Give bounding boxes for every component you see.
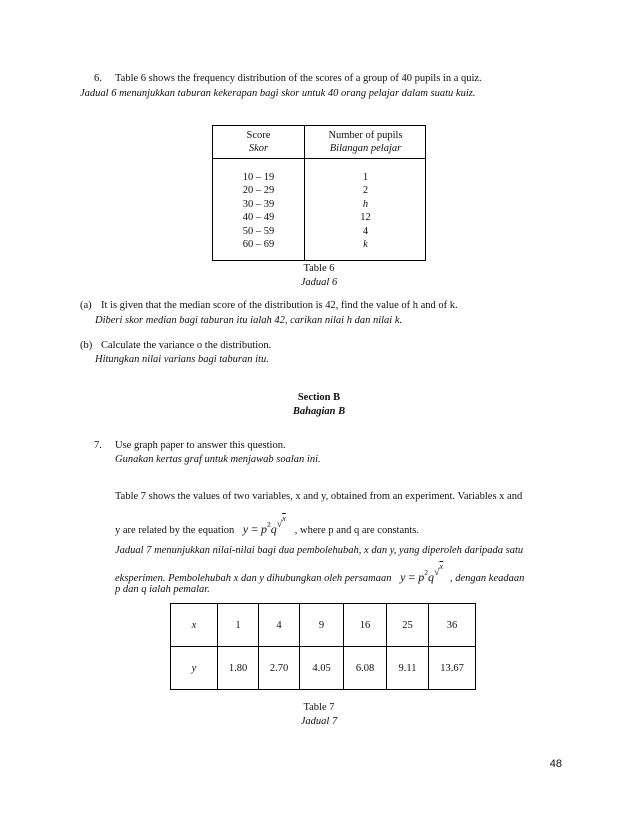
eq-q: q (270, 522, 277, 536)
page-number: 48 (549, 758, 562, 770)
table-7-caption-ms: Jadual 7 (300, 716, 338, 727)
table-6-score-column (213, 171, 304, 251)
pupils-cell: k (363, 239, 368, 251)
eq-q: q (427, 570, 434, 584)
pupils-cell: 1 (362, 172, 369, 183)
section-title-ms: Bahagian B (292, 406, 346, 417)
equation-en (242, 514, 289, 536)
pupils-cell: h (362, 198, 369, 210)
pupils-cell: 12 (360, 212, 371, 224)
table-6-header-score (213, 129, 304, 156)
q6-text-en: Table 6 shows the frequency distribution of the scores of a group of 40 pupils in a quiz. (115, 73, 482, 84)
part-b-label: (b) (80, 340, 93, 351)
y-label-cell: y (171, 647, 218, 690)
table-6-caption-en: Table 6 (303, 263, 335, 274)
eq-equals: = (251, 522, 258, 536)
q7-para-ms-line2-end: , dengan keadaan (450, 573, 525, 584)
table-7-caption-en: Table 7 (303, 702, 335, 713)
part-b-text-ms: Hitungkan nilai varians bagi taburan itu. (95, 354, 269, 365)
q7-para-en-line2-end: , where p and q are constants. (294, 525, 420, 536)
table-7 (170, 603, 476, 690)
table-6-caption-ms: Jadual 6 (300, 277, 338, 288)
table-6-pupils-column (305, 171, 426, 251)
x-cell: 25 (387, 604, 429, 647)
eq-exponent-var: x (282, 514, 286, 523)
eq-p-exponent: 2 (424, 568, 428, 577)
header-pupils-ms: Bilangan pelajar (329, 143, 402, 155)
score-cell: 50 – 59 (242, 225, 275, 237)
eq-p-exponent: 2 (266, 520, 271, 529)
q7-para-en-line1: Table 7 shows the values of two variables, x and y, obtained from an experiment. Variables x and (115, 491, 523, 502)
q6-text-ms: Jadual 6 menunjukkan taburan kekerapan bagi skor untuk 40 orang pelajar dalam suatu kuiz. (80, 88, 476, 99)
y-cell: 13.67 (429, 647, 476, 690)
score-cell: 30 – 39 (242, 198, 275, 210)
q7-para-ms-line1: Jadual 7 menunjukkan nilai-nilai bagi dua pembolehubah, x dan y, yang diperoleh daripada satu (115, 545, 524, 556)
part-b-text-en: Calculate the variance o the distribution. (101, 340, 272, 351)
q7-para-en-line2-start: y are related by the equation (115, 525, 235, 536)
y-cell: 1.80 (218, 647, 259, 690)
table-6-header-divider (213, 158, 425, 159)
score-cell: 20 – 29 (242, 185, 275, 197)
eq-equals: = (408, 570, 416, 584)
table-6 (212, 125, 426, 261)
score-cell: 60 – 69 (242, 239, 275, 251)
q6-number: 6. (94, 73, 102, 84)
x-cell: 4 (259, 604, 300, 647)
eq-exponent-var: x (439, 562, 443, 571)
q7-intro-ms: Gunakan kertas graf untuk menjawab soalan ini. (115, 454, 321, 465)
table-row (171, 647, 476, 690)
q7-para-en-line2 (115, 514, 419, 537)
y-cell: 4.05 (300, 647, 344, 690)
q7-intro-en: Use graph paper to answer this question. (115, 440, 286, 451)
q7-number: 7. (94, 440, 102, 451)
y-cell: 2.70 (259, 647, 300, 690)
x-cell: 1 (218, 604, 259, 647)
table-6-header-pupils (305, 129, 426, 156)
header-score-ms: Skor (248, 143, 269, 155)
header-pupils-en: Number of pupils (328, 130, 403, 141)
q7-para-ms-line2 (115, 562, 524, 585)
pupils-cell: 2 (362, 185, 369, 197)
y-cell: 6.08 (344, 647, 387, 690)
eq-p: p (418, 570, 425, 584)
table-row (171, 604, 476, 647)
y-cell: 9.11 (387, 647, 429, 690)
part-a-label: (a) (80, 300, 92, 311)
part-a-text-en: It is given that the median score of the distribution is 42, find the value of h and of k. (101, 300, 458, 311)
eq-p: p (260, 522, 267, 536)
x-label-cell: x (171, 604, 218, 647)
sqrt-icon: √ (276, 519, 283, 530)
pupils-cell: 4 (362, 225, 369, 237)
eq-lhs: y (242, 522, 249, 536)
score-cell: 40 – 49 (242, 212, 275, 224)
q7-para-ms-line3: p dan q ialah pemalar. (115, 584, 210, 595)
sqrt-icon: √ (433, 567, 440, 578)
q7-para-ms-line2-start: eksperimen. Pembolehubah x dan y dihubungkan oleh persamaan (115, 573, 392, 584)
x-cell: 16 (344, 604, 387, 647)
equation-ms (400, 562, 446, 584)
section-title-en: Section B (297, 392, 341, 403)
eq-lhs: y (400, 570, 406, 584)
x-cell: 36 (429, 604, 476, 647)
score-cell: 10 – 19 (242, 172, 275, 183)
x-cell: 9 (300, 604, 344, 647)
part-a-text-ms: Diberi skor median bagi taburan itu ialah 42, carikan nilai h dan nilai k. (95, 315, 403, 326)
header-score-en: Score (246, 130, 271, 141)
